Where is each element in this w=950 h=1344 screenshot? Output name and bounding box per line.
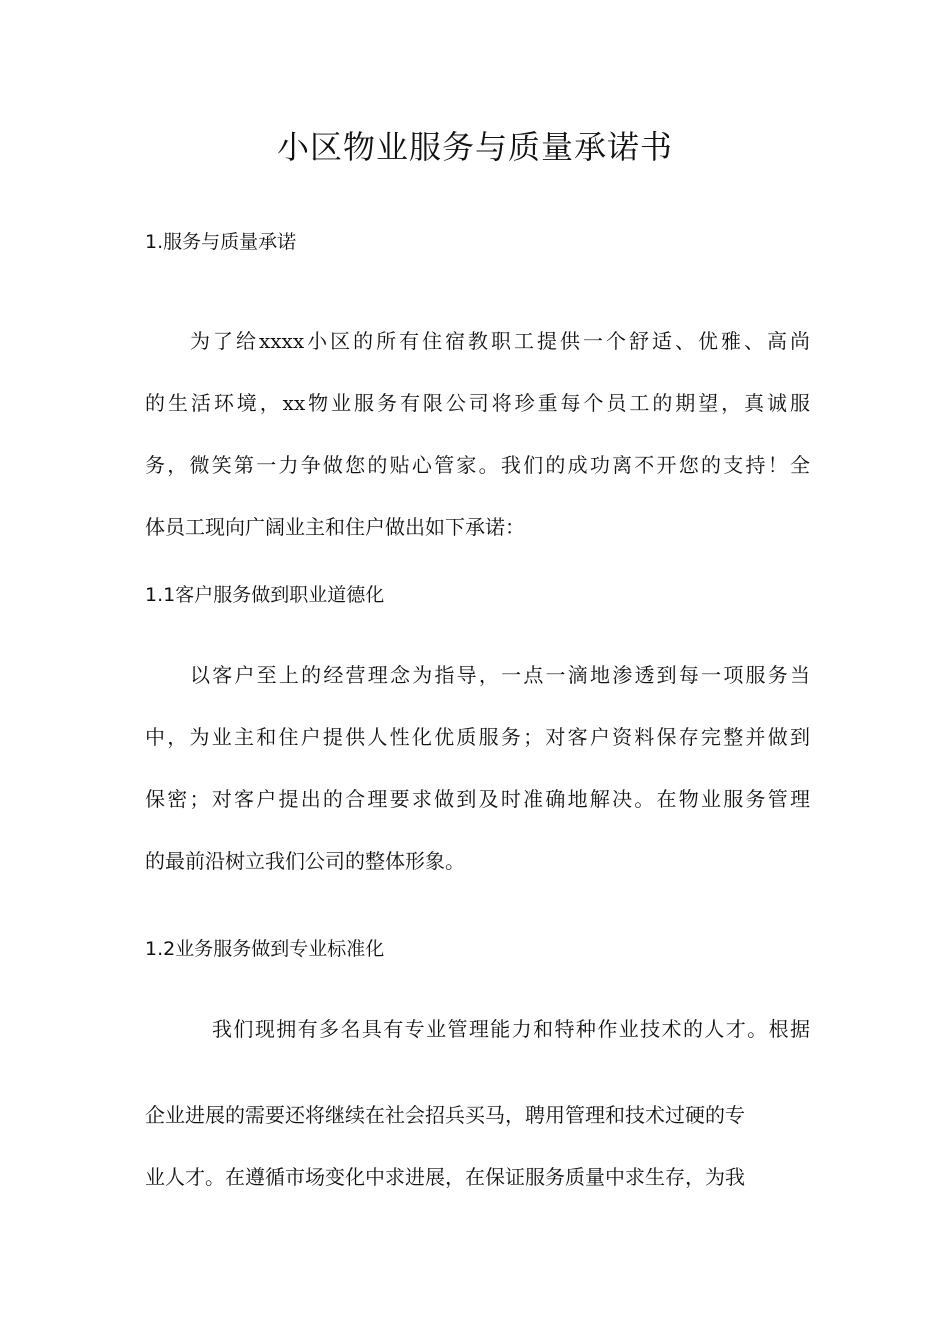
paragraph-3-line-2: 企业进展的需要还将继续在社会招兵买马，聘用管理和技术过硬的专 (145, 1103, 745, 1127)
paragraph-2-line-4: 的最前沿树立我们公司的整体形象。 (145, 849, 465, 873)
section-heading-1: 1.服务与质量承诺 (145, 231, 297, 253)
paragraph-1-line-2: 的生活环境，xx物业服务有限公司将珍重每个员工的期望，真诚服 (145, 391, 810, 415)
document-title: 小区物业服务与质量承诺书 (276, 128, 673, 166)
paragraph-1-line-3: 务，微笑第一力争做您的贴心管家。我们的成功离不开您的支持！全 (145, 453, 810, 477)
paragraph-1-line-4: 体员工现向广阔业主和住户做出如下承诺： (145, 515, 525, 539)
paragraph-3-line-1: 我们现拥有多名具有专业管理能力和特种作业技术的人才。根据 (212, 1017, 810, 1041)
paragraph-2-line-1: 以客户至上的经营理念为指导，一点一滴地渗透到每一项服务当 (190, 663, 810, 687)
paragraph-1-line-1: 为了给xxxx小区的所有住宿教职工提供一个舒适、优雅、高尚 (190, 329, 810, 353)
paragraph-2-line-3: 保密；对客户提出的合理要求做到及时准确地解决。在物业服务管理 (145, 787, 810, 811)
paragraph-2-line-2: 中，为业主和住户提供人性化优质服务；对客户资料保存完整并做到 (145, 725, 810, 749)
paragraph-3-line-3: 业人才。在遵循市场变化中求进展，在保证服务质量中求生存，为我 (145, 1165, 745, 1189)
section-heading-1-2: 1.2业务服务做到专业标准化 (145, 938, 385, 960)
section-heading-1-1: 1.1客户服务做到职业道德化 (145, 584, 385, 606)
